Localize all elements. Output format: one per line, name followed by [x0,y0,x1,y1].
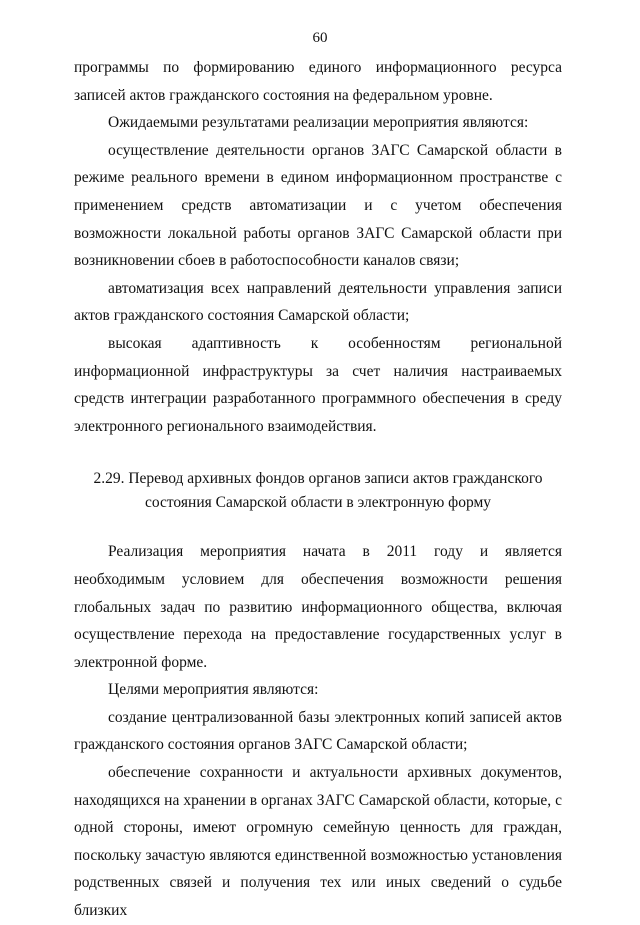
paragraph: Ожидаемыми результатами реализации мероприятия являются: [108,114,529,132]
paragraphs-after [74,538,562,924]
paragraph: автоматизация всех направлений деятельности управления записи актов гражданского состояния Самарской области; [74,279,562,325]
paragraphs-before [74,54,562,440]
section-heading-line: 2.29. Перевод архивных фондов органов записи актов гражданского [93,470,543,488]
paragraph: осуществление деятельности органов ЗАГС Самарской области в режиме реального времени в едином информационном пространстве с применением средств автоматизации и с учетом обеспечения возможности локальной работы органов ЗАГС Самарской области при возникновении сбоев в работоспособности каналов связи; [74,141,562,270]
paragraph: создание централизованной базы электронных копий записей актов гражданского состояния органов ЗАГС Самарской области; [74,708,562,754]
page-number: 60 [312,30,328,46]
paragraph: Реализация мероприятия начата в 2011 году и является необходимым условием для обеспечения возможности решения глобальных задач по развитию информационного общества, включая осуществление перехода на предоставление государственных услуг в электронной форме. [74,543,562,671]
section-heading-line: состояния Самарской области в электронную форму [144,493,492,511]
section-heading [74,467,562,514]
document-body [74,54,562,925]
paragraph: программы по формированию единого информационного ресурса записей актов гражданского состояния на федеральном уровне. [74,59,562,104]
paragraph: высокая адаптивность к особенностям региональной информационной инфраструктуры за счет наличия настраиваемых средств интеграции разработанного программного обеспечения в среду электронного регионального взаимодействия. [74,334,562,435]
paragraph: Целями мероприятия являются: [108,681,319,699]
paragraph: обеспечение сохранности и актуальности архивных документов, находящихся на хранении в органах ЗАГС Самарской области, которые, с одной стороны, имеют огромную семейную ценность для граждан, поскольку зачастую являются единственной возможностью установления родственных связей и получения тех или иных сведений о судьбе близких [74,764,562,920]
